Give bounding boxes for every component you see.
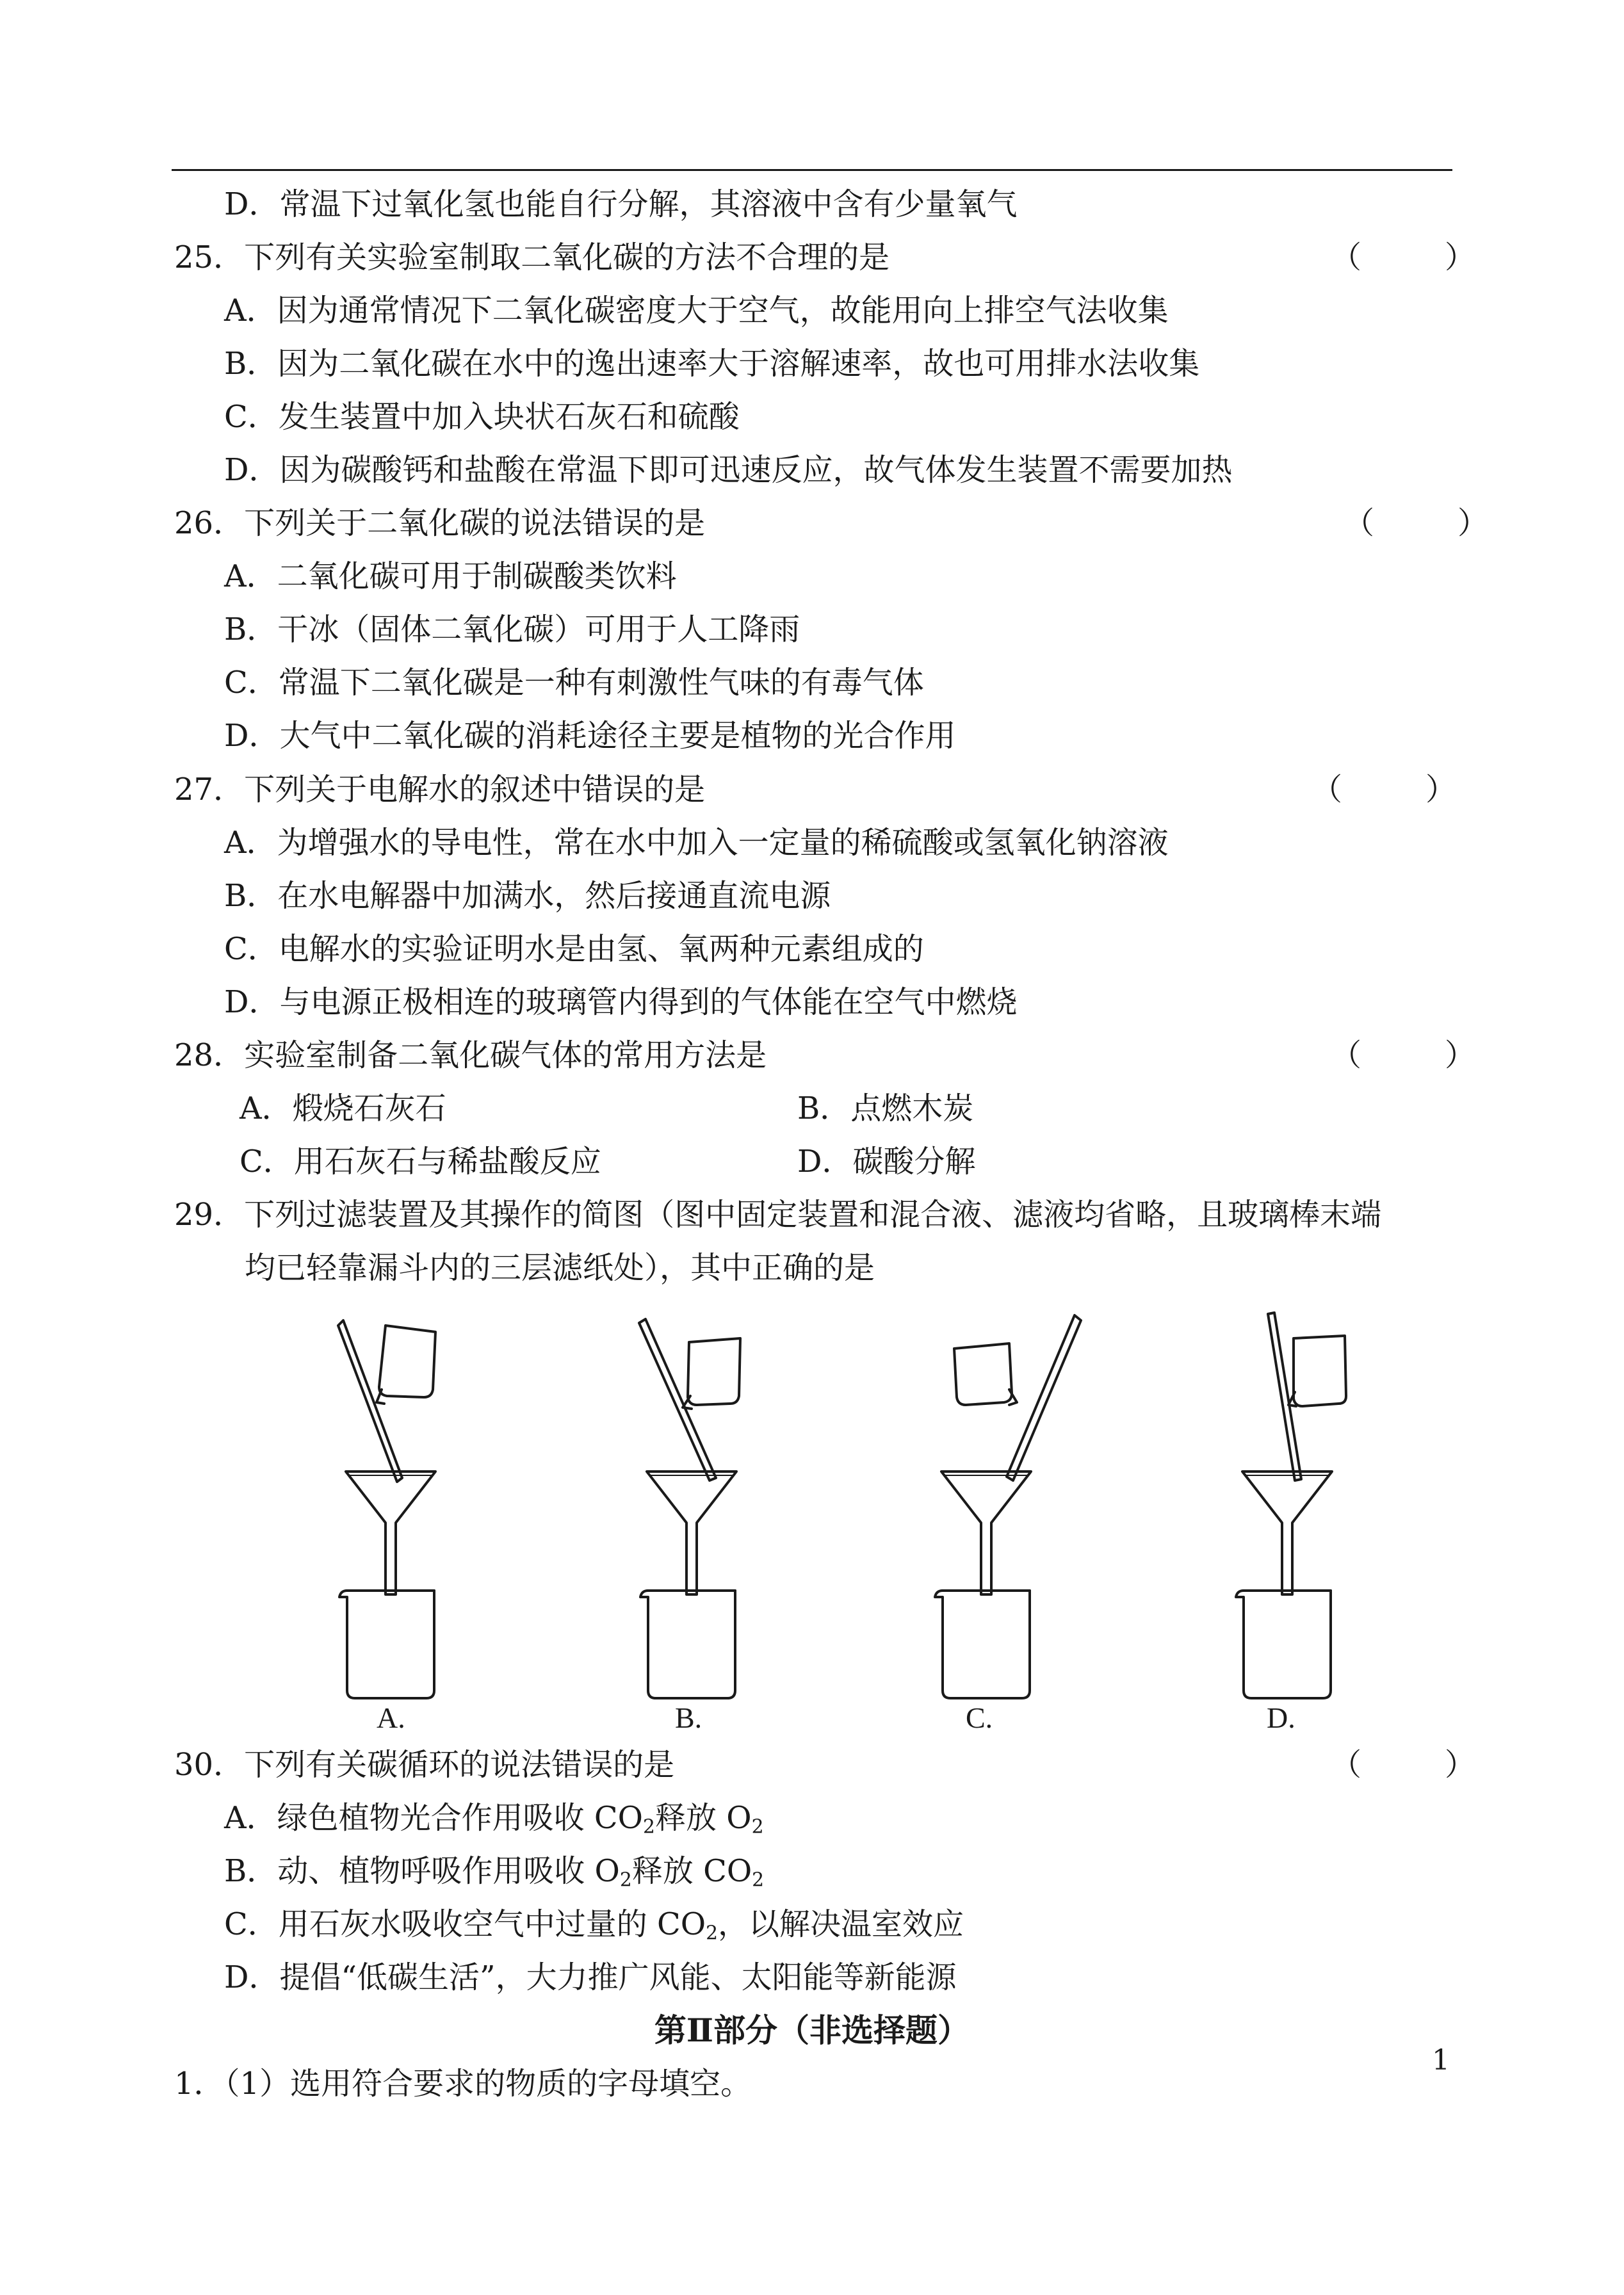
q28-option-c: C．用石灰石与稀盐酸反应 [240,1144,601,1180]
q28-stem: 28．实验室制备二氧化碳气体的常用方法是 [174,1037,767,1073]
diagram-label-d: D. [1267,1701,1295,1734]
q25-option-b: B．因为二氧化碳在水中的逸出速率大于溶解速率，故也可用排水法收集 [224,346,1200,382]
part-two-heading: 第Ⅱ部分（非选择题） [654,2011,970,2049]
q29-stem-line1: 29．下列过滤装置及其操作的简图（图中固定装置和混合液、滤液均省略，且玻璃棒末端 [174,1197,1382,1233]
q25-stem: 25．下列有关实验室制取二氧化碳的方法不合理的是 [174,239,890,275]
q25-option-d: D．因为碳酸钙和盐酸在常温下即可迅速反应，故气体发生装置不需要加热 [224,452,1233,488]
page-number: 1 [1432,2044,1450,2077]
q1-stem: 1．（1）选用符合要求的物质的字母填空。 [174,2066,752,2102]
q30-answer-blank[interactable]: （ ） [1331,1747,1476,1783]
q26-option-b: B．干冰（固体二氧化碳）可用于人工降雨 [224,612,800,647]
q30-stem: 30．下列有关碳循环的说法错误的是 [174,1747,675,1783]
q26-option-c: C．常温下二氧化碳是一种有刺激性气味的有毒气体 [224,665,924,701]
diagram-label-b: B. [675,1701,702,1734]
diagram-label-a: A. [377,1701,405,1734]
diagram-d [1236,1313,1346,1698]
header-rule [172,169,1452,171]
q27-stem: 27．下列关于电解水的叙述中错误的是 [174,772,706,807]
filtration-diagrams [243,1306,1511,1703]
q24-option-d: D．常温下过氧化氢也能自行分解，其溶液中含有少量氧气 [224,186,1018,222]
diagram-c [935,1315,1081,1698]
q30-option-c: C．用石灰水吸收空气中过量的 $CO_2$，以解决温室效应 [224,1906,964,1945]
q25-answer-blank[interactable]: （ ） [1331,239,1476,275]
diagram-label-c: C. [966,1701,993,1734]
q27-option-a: A．为增强水的导电性，常在水中加入一定量的稀硫酸或氢氧化钠溶液 [224,825,1169,861]
q30-option-b: B．动、植物呼吸作用吸收 $O_2$释放 $CO_2$ [224,1853,765,1892]
q26-option-a: A．二氧化碳可用于制碳酸类饮料 [224,558,677,594]
q26-answer-blank[interactable]: （ ） [1344,505,1489,541]
q26-stem: 26．下列关于二氧化碳的说法错误的是 [174,505,706,541]
q28-option-d: D．碳酸分解 [797,1144,976,1180]
q25-option-a: A．因为通常情况下二氧化碳密度大于空气，故能用向上排空气法收集 [224,293,1169,328]
q30-option-d: D．提倡“低碳生活”，大力推广风能、太阳能等新能源 [224,1959,957,1995]
q25-option-c: C．发生装置中加入块状石灰石和硫酸 [224,399,740,435]
q28-option-b: B．点燃木炭 [797,1091,974,1126]
q27-option-b: B．在水电解器中加满水，然后接通直流电源 [224,878,831,914]
q27-answer-blank[interactable]: （ ） [1311,772,1457,807]
q26-option-d: D．大气中二氧化碳的消耗途径主要是植物的光合作用 [224,718,956,754]
diagram-a [338,1320,435,1698]
q28-option-a: A．煅烧石灰石 [240,1091,446,1126]
q29-stem-line2: 均已轻靠漏斗内的三层滤纸处），其中正确的是 [245,1250,875,1286]
q30-option-a: A．绿色植物光合作用吸收 $CO_2$释放 $O_2$ [224,1800,764,1838]
q27-option-c: C．电解水的实验证明水是由氢、氧两种元素组成的 [224,931,924,967]
diagram-b [639,1319,740,1698]
q27-option-d: D．与电源正极相连的玻璃管内得到的气体能在空气中燃烧 [224,984,1018,1020]
q28-answer-blank[interactable]: （ ） [1331,1037,1476,1073]
